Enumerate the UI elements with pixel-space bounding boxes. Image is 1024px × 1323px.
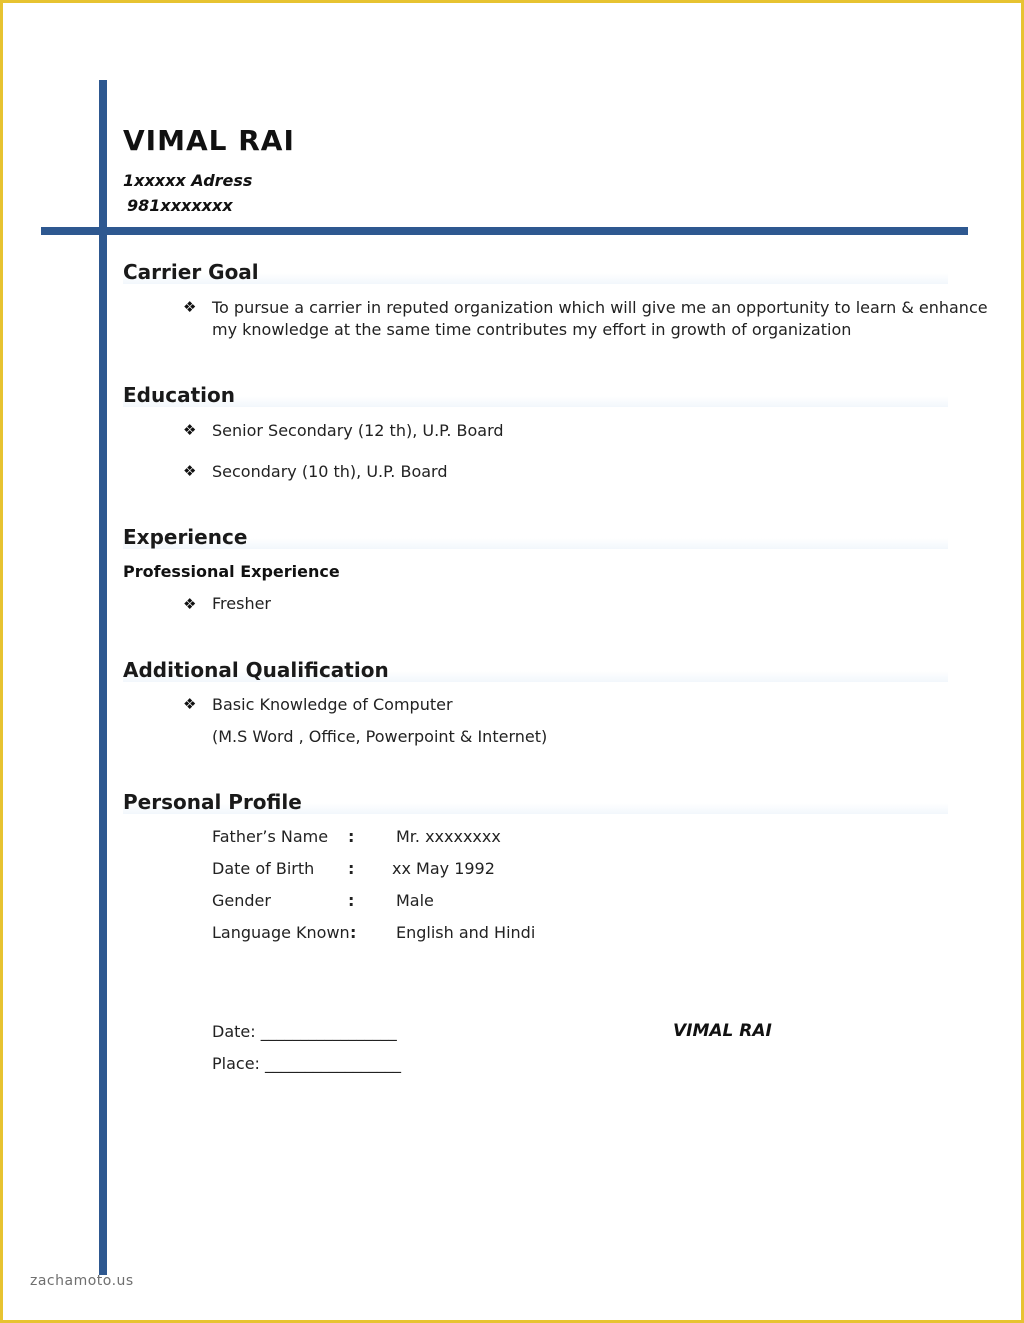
bullet-icon: ❖ xyxy=(183,462,197,480)
profile-separator: : xyxy=(350,923,357,942)
profile-separator: : xyxy=(348,827,355,846)
profile-label-gender: Gender xyxy=(212,891,271,910)
profile-separator: : xyxy=(348,891,355,910)
vertical-accent-rule xyxy=(99,80,107,1275)
section-heading-experience: Experience xyxy=(123,525,948,549)
experience-subheading: Professional Experience xyxy=(123,562,340,581)
signature-name: VIMAL RAI xyxy=(673,1021,772,1041)
profile-label-date-of-birth: Date of Birth xyxy=(212,859,315,878)
qualification-item: Basic Knowledge of Computer xyxy=(212,695,453,714)
address: 1xxxxx Adress xyxy=(123,171,253,190)
applicant-name: VIMAL RAI xyxy=(123,124,295,157)
horizontal-accent-rule xyxy=(41,227,968,235)
career-goal-text-line2: my knowledge at the same time contributes my effort in growth of organization xyxy=(212,320,852,339)
profile-label-fathers-name: Father’s Name xyxy=(212,827,329,846)
profile-separator: : xyxy=(348,859,355,878)
experience-item: Fresher xyxy=(212,594,272,613)
section-heading-education: Education xyxy=(123,383,948,407)
profile-label-language-known: Language Known xyxy=(212,923,350,942)
date-field: Date: _________________ xyxy=(212,1022,397,1041)
place-field: Place: _________________ xyxy=(212,1054,402,1073)
section-heading-career-goal: Carrier Goal xyxy=(123,260,948,284)
education-item: Secondary (10 th), U.P. Board xyxy=(212,462,448,481)
profile-value-date-of-birth: xx May 1992 xyxy=(392,859,495,878)
bullet-icon: ❖ xyxy=(183,421,197,439)
profile-value-fathers-name: Mr. xxxxxxxx xyxy=(396,827,501,846)
bullet-icon: ❖ xyxy=(183,695,197,713)
section-heading-personal-profile: Personal Profile xyxy=(123,790,948,814)
profile-value-language-known: English and Hindi xyxy=(396,923,536,942)
profile-value-gender: Male xyxy=(396,891,434,910)
bullet-icon: ❖ xyxy=(183,298,197,316)
qualification-detail: (M.S Word , Office, Powerpoint & Internet) xyxy=(212,727,548,746)
phone-number: 981xxxxxxx xyxy=(127,196,233,215)
career-goal-text-line1: To pursue a carrier in reputed organization which will give me an opportunity to learn & enhance xyxy=(212,298,988,317)
education-item: Senior Secondary (12 th), U.P. Board xyxy=(212,421,504,440)
section-heading-additional-qualification: Additional Qualification xyxy=(123,658,948,682)
bullet-icon: ❖ xyxy=(183,595,197,613)
watermark: zachamoto.us xyxy=(30,1273,134,1289)
